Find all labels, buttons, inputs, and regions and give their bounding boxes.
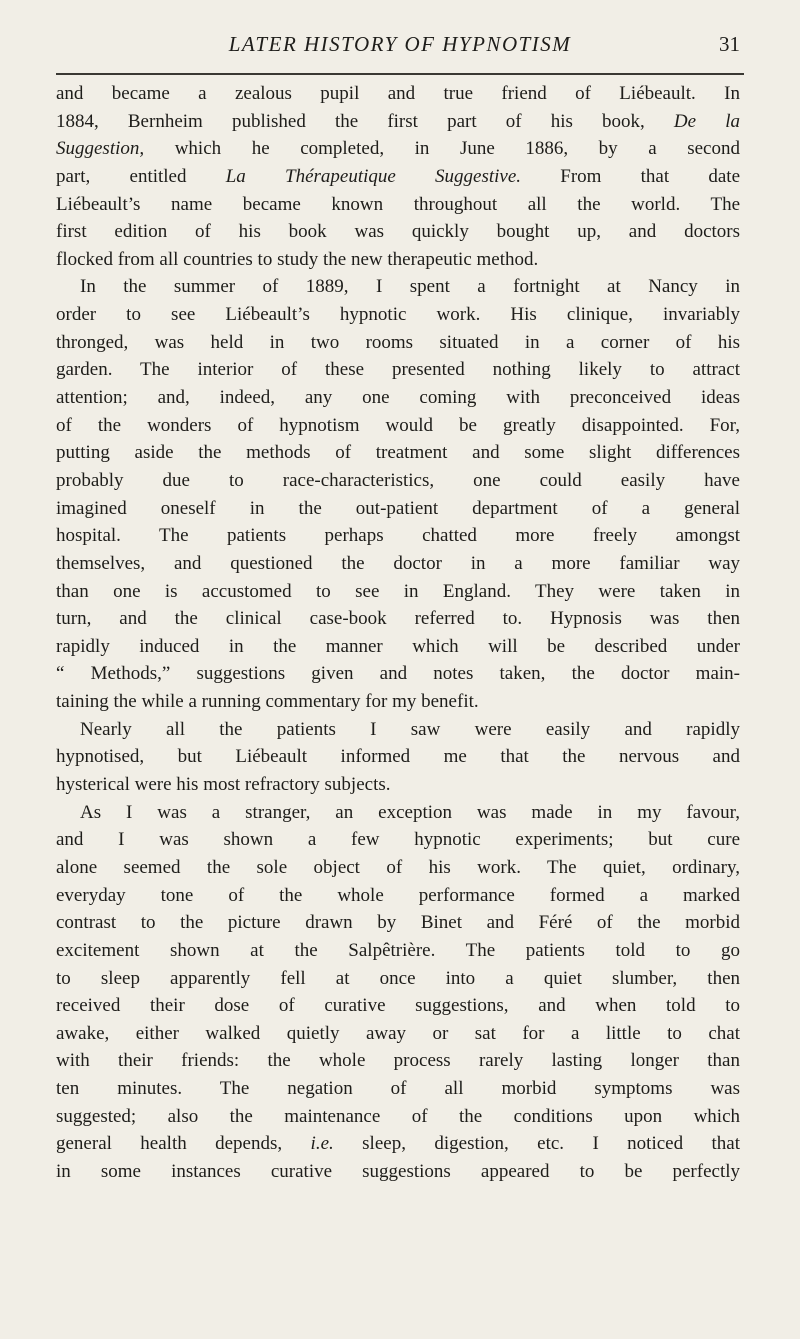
text-line — [56, 992, 740, 1020]
body-text — [56, 80, 740, 1186]
text-line — [56, 135, 740, 163]
text-segment: As I was a stranger, an exception was made in my favour, — [80, 801, 740, 823]
text-line — [56, 1158, 740, 1186]
text-line — [56, 716, 740, 744]
text-line — [56, 439, 740, 467]
text-segment: which he completed, in June 1886, by a second — [144, 138, 740, 160]
text-line — [56, 467, 740, 495]
text-segment: with their friends: the whole process rarely lasting longer than — [56, 1050, 740, 1072]
text-segment: alone seemed the sole object of his work. The quiet, ordinary, — [56, 856, 740, 878]
text-segment: themselves, and questioned the doctor in a more familiar way — [56, 552, 740, 574]
text-line — [56, 163, 740, 191]
text-line — [56, 1103, 740, 1131]
text-line — [56, 356, 740, 384]
text-line — [56, 854, 740, 882]
text-segment: in some instances curative suggestions appeared to be perfectly — [56, 1160, 740, 1182]
text-segment: part, entitled — [56, 165, 226, 187]
text-line — [56, 301, 740, 329]
text-segment: “ Methods,” suggestions given and notes taken, the doctor main- — [56, 663, 740, 685]
text-segment: first edition of his book was quickly bought up, and doctors — [56, 221, 740, 243]
text-line — [56, 826, 740, 854]
text-line — [56, 80, 740, 108]
text-segment: sleep, digestion, etc. I noticed that — [333, 1133, 741, 1155]
text-line — [56, 578, 740, 606]
running-title: LATER HISTORY OF HYPNOTISM — [228, 32, 572, 56]
text-segment: hysterical were his most refractory subjects. — [56, 774, 391, 796]
text-segment: awake, either walked quietly away or sat for a little to chat — [56, 1022, 740, 1044]
text-segment: From that date — [521, 165, 741, 187]
text-line — [56, 495, 740, 523]
text-line — [56, 273, 740, 301]
text-segment: putting aside the methods of treatment and some slight differences — [56, 442, 740, 464]
text-segment: garden. The interior of these presented nothing likely to attract — [56, 359, 740, 381]
text-segment: taining the while a running commentary for my benefit. — [56, 691, 479, 713]
text-line — [56, 882, 740, 910]
text-segment: and I was shown a few hypnotic experiments; but cure — [56, 829, 740, 851]
text-line — [56, 771, 740, 799]
text-segment: thronged, was held in two rooms situated in a corner of his — [56, 331, 740, 353]
text-segment: rapidly induced in the manner which will be described under — [56, 635, 740, 657]
text-segment: to sleep apparently fell at once into a quiet slumber, then — [56, 967, 740, 989]
text-segment: attention; and, indeed, any one coming with preconceived ideas — [56, 387, 740, 409]
text-line — [56, 660, 740, 688]
text-line — [56, 909, 740, 937]
text-line — [56, 965, 740, 993]
text-segment: turn, and the clinical case-book referred to. Hypnosis was then — [56, 608, 740, 630]
italic-text: La Thérapeutique Suggestive. — [225, 165, 522, 187]
text-segment: contrast to the picture drawn by Binet and Féré of the morbid — [56, 912, 740, 934]
text-line — [56, 633, 740, 661]
text-segment: hypnotised, but Liébeault informed me that the nervous and — [56, 746, 740, 768]
text-line — [56, 412, 740, 440]
italic-text: i.e. — [310, 1133, 334, 1155]
text-segment: suggested; also the maintenance of the conditions upon which — [56, 1105, 740, 1127]
running-head — [56, 28, 744, 60]
text-line — [56, 605, 740, 633]
text-segment: probably due to race-characteristics, one could easily have — [56, 469, 740, 491]
text-line — [56, 688, 740, 716]
text-line — [56, 1047, 740, 1075]
page-number: 31 — [719, 32, 740, 56]
text-segment: of the wonders of hypnotism would be greatly disappointed. For, — [56, 414, 740, 436]
italic-text: De la — [673, 110, 740, 132]
text-line — [56, 522, 740, 550]
text-segment: Liébeault’s name became known throughout all the world. The — [56, 193, 740, 215]
text-segment: flocked from all countries to study the new therapeutic method. — [56, 248, 539, 270]
text-segment: In the summer of 1889, I spent a fortnight at Nancy in — [80, 276, 740, 298]
text-line — [56, 384, 740, 412]
italic-text: Suggestion, — [56, 138, 145, 160]
text-line — [56, 743, 740, 771]
text-segment: general health depends, — [56, 1133, 311, 1155]
text-line — [56, 108, 740, 136]
text-segment: received their dose of curative suggestions, and when told to — [56, 995, 740, 1017]
text-segment: hospital. The patients perhaps chatted more freely amongst — [56, 525, 740, 547]
text-line — [56, 799, 740, 827]
text-line — [56, 1075, 740, 1103]
text-segment: order to see Liébeault’s hypnotic work. His clinique, invariably — [56, 304, 740, 326]
text-line — [56, 1020, 740, 1048]
text-segment: ten minutes. The negation of all morbid symptoms was — [56, 1078, 740, 1100]
text-line — [56, 246, 740, 274]
text-segment: Nearly all the patients I saw were easily and rapidly — [80, 718, 740, 740]
text-segment: imagined oneself in the out-patient department of a general — [56, 497, 740, 519]
text-segment: 1884, Bernheim published the first part of his book, — [56, 110, 674, 132]
text-segment: everyday tone of the whole performance formed a marked — [56, 884, 740, 906]
text-line — [56, 1130, 740, 1158]
text-line — [56, 550, 740, 578]
text-line — [56, 329, 740, 357]
text-line — [56, 937, 740, 965]
text-segment: and became a zealous pupil and true friend of Liébeault. In — [56, 83, 740, 104]
text-line — [56, 191, 740, 219]
text-segment: than one is accustomed to see in England. They were taken in — [56, 580, 740, 602]
text-line — [56, 218, 740, 246]
header-rule — [56, 73, 744, 75]
text-segment: excitement shown at the Salpêtrière. The patients told to go — [56, 939, 740, 961]
